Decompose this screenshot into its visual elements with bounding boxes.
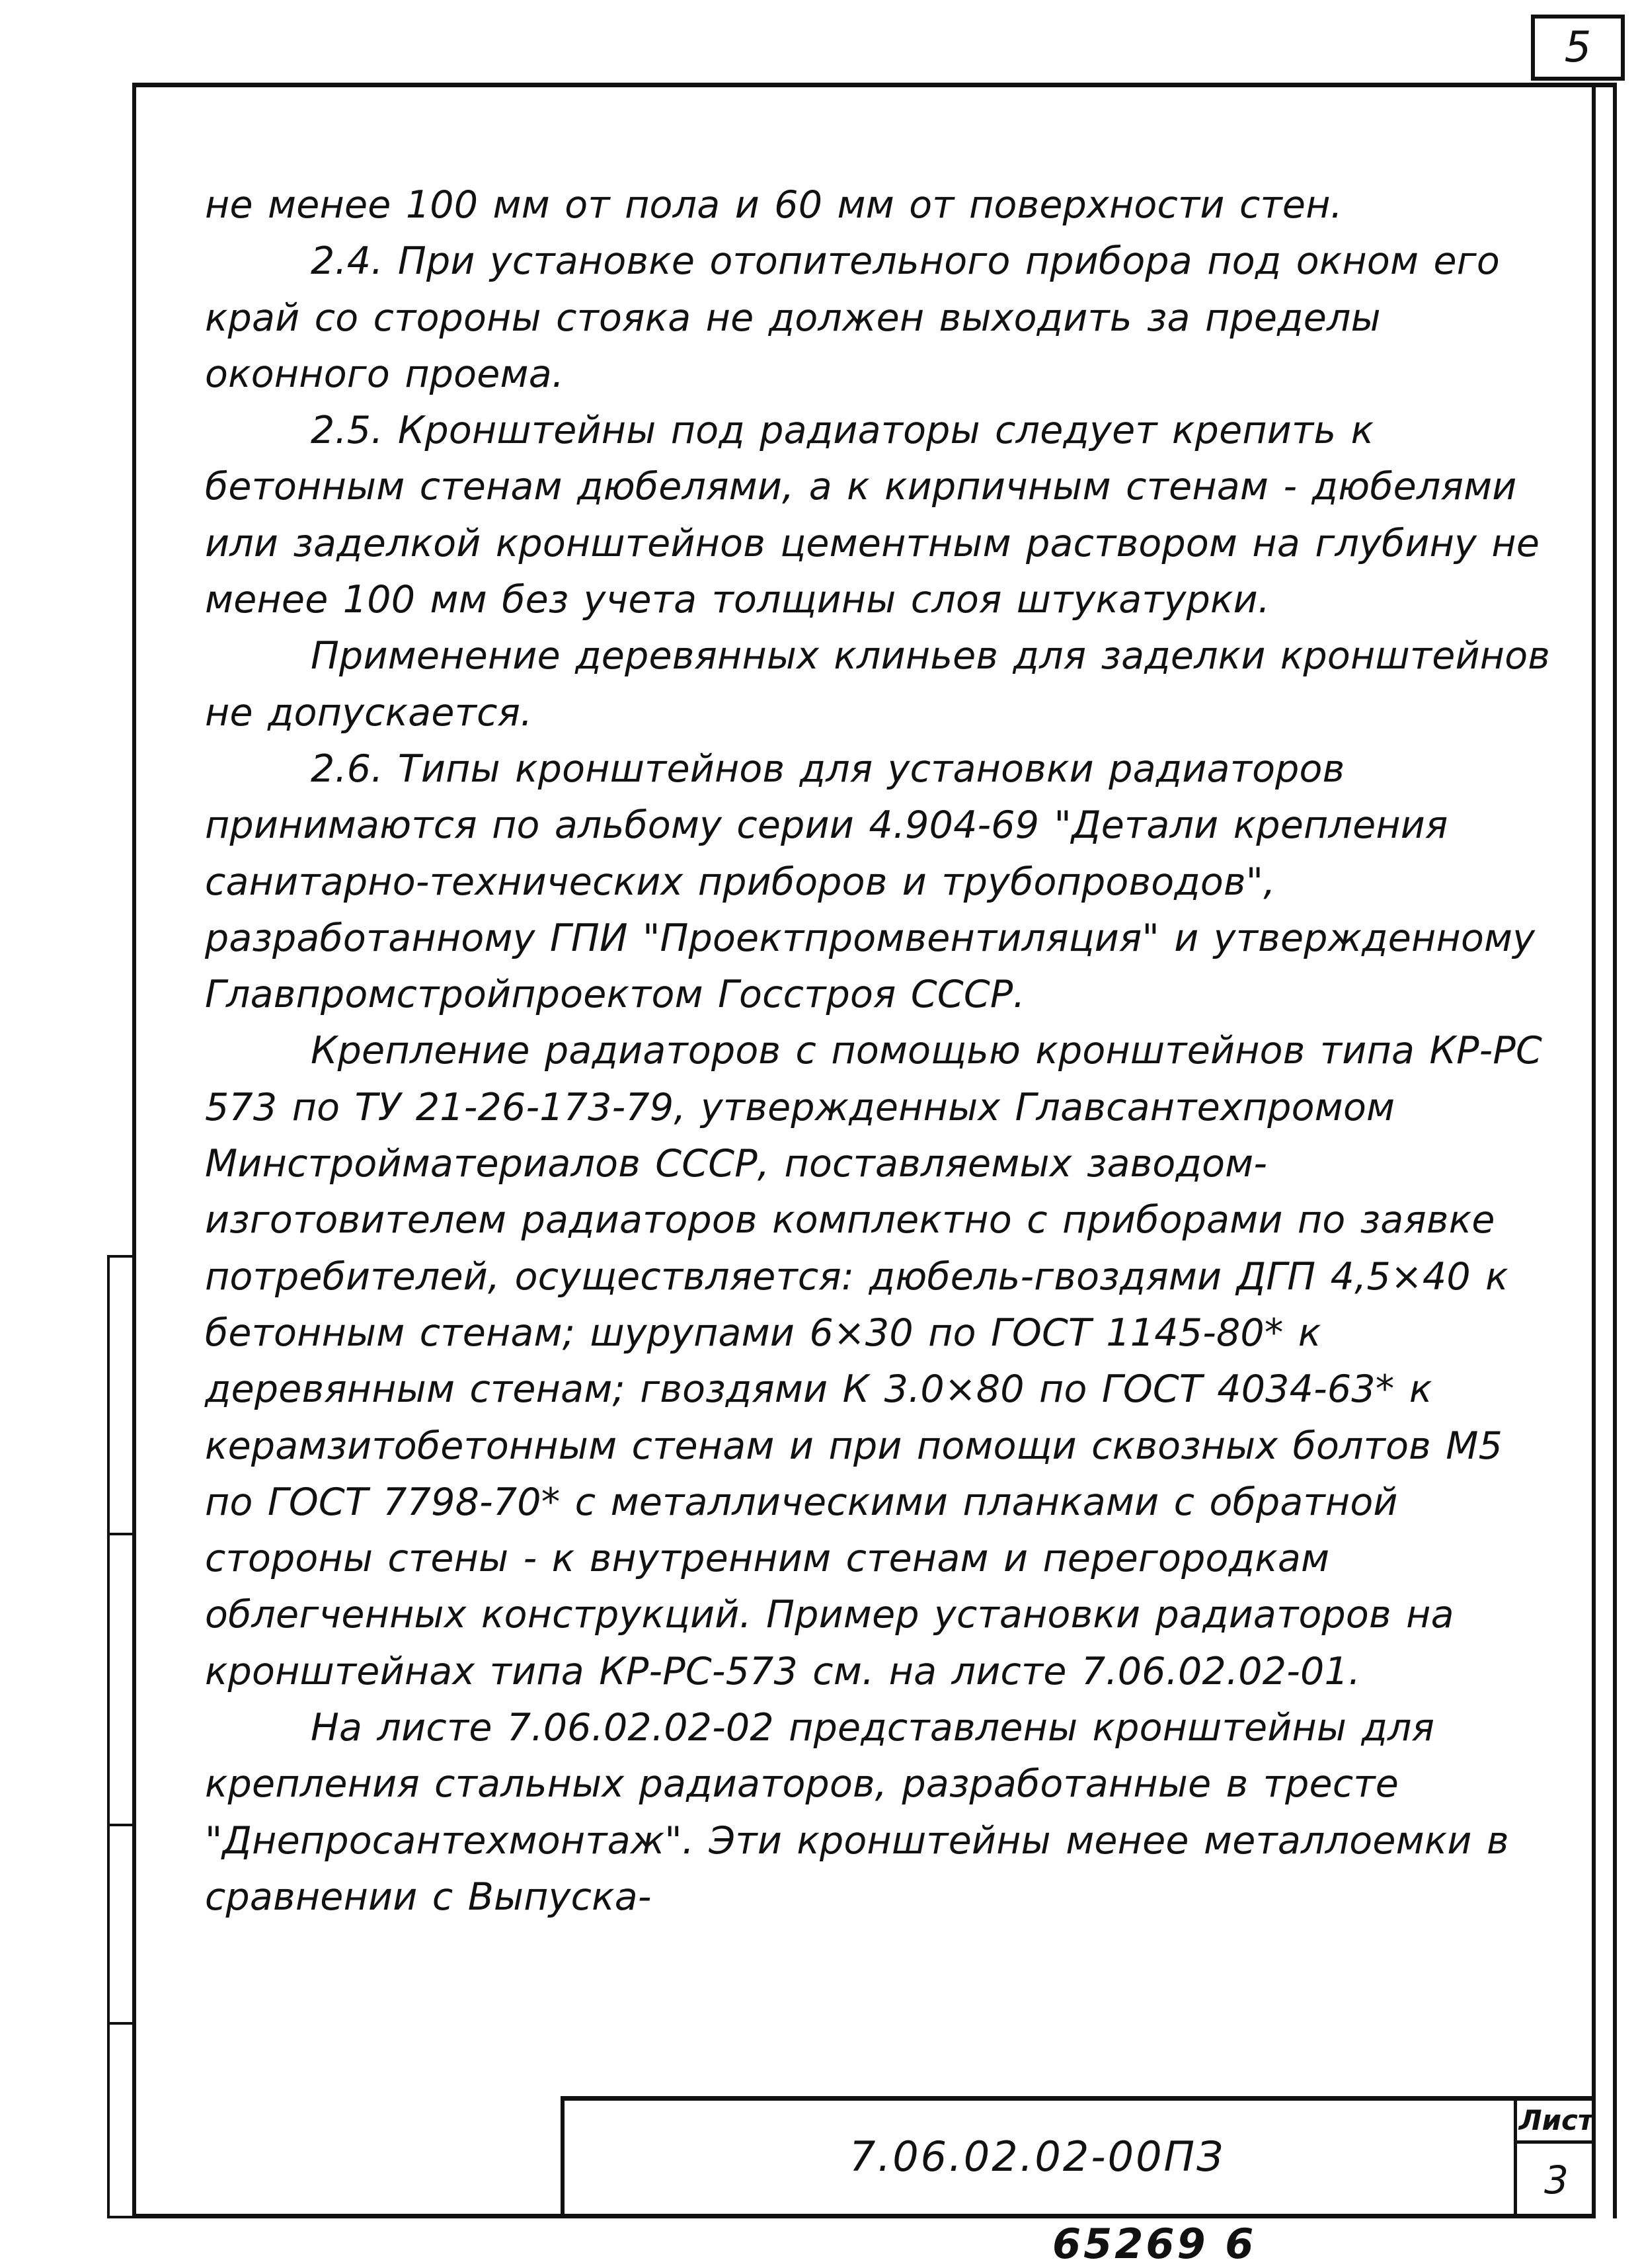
frame-top-extension [1596, 83, 1616, 87]
frame-outer-right-line [1613, 83, 1617, 2218]
paragraph: Применение деревянных клиньев для заделки кронштейнов не допускается. [205, 634, 1551, 735]
document-designation: 7.06.02.02-00ПЗ [849, 2132, 1225, 2181]
inventory-number: 65269 6 [1052, 2220, 1257, 2268]
explanatory-note-text [205, 177, 1560, 1925]
page-number: 5 [1531, 15, 1625, 81]
binding-strip-cell [107, 1824, 132, 2022]
binding-strip-cell [107, 2022, 132, 2218]
paragraph: 2.6. Типы кронштейнов для установки радиаторов принимаются по альбому серии 4.904-69 "Детали крепления санитарно-технических приборов и трубопроводов", разработанному ГПИ "Проектпромвентиляция" и утвержденному Главпромстройпроектом Госстроя СССР. [205, 747, 1536, 1017]
sheet-number: 3 [1544, 2158, 1569, 2203]
paragraph: 2.5. Кронштейны под радиаторы следует крепить к бетонным стенам дюбелями, а к кирпичным стенам - дюбелями или заделкой кронштейнов цементным раствором на глубину не менее 100 мм без учета толщины слоя штукатурки. [205, 409, 1540, 622]
paragraph: Крепление радиаторов с помощью кронштейнов типа КР-РС 573 по ТУ 21-26-173-79, утвержденных Главсантехпромом Минстройматериалов СССР, поставляемых заводом-изготовителем радиаторов комплектно с приборами по заявке потребителей, осуществляется: дюбель-гвоздями ДГП 4,5×40 к бетонным стенам; шурупами 6×30 по ГОСТ 1145-80* к деревянным стенам; гвоздями К 3.0×80 по ГОСТ 4034-63* к керамзитобетонным стенам и при помощи сквозных болтов М5 по ГОСТ 7798-70* с металлическими планками с обратной стороны стены - к внутренним стенам и перегородкам облегченных конструкций. Пример установки радиаторов на кронштейнах типа КР-РС-573 см. на листе 7.06.02.02-01. [205, 1029, 1542, 1693]
sheet-cell [1514, 2101, 1596, 2218]
sheet-label: Лист [1517, 2101, 1596, 2144]
binding-strip-cell [107, 1255, 132, 1533]
paragraph: 2.4. При установке отопительного прибора под окном его край со стороны стояка не должен выходить за пределы оконного проема. [205, 239, 1500, 396]
paragraph: На листе 7.06.02.02-02 представлены кронштейны для крепления стальных радиаторов, разработанные в тресте "Днепросантехмонтаж". Эти кронштейны менее металлоемки в сравнении с Выпуска- [205, 1706, 1509, 1919]
paragraph: не менее 100 мм от пола и 60 мм от поверхности стен. [205, 183, 1343, 227]
title-block [561, 2096, 1596, 2218]
binding-strip-cell [107, 1533, 132, 1824]
